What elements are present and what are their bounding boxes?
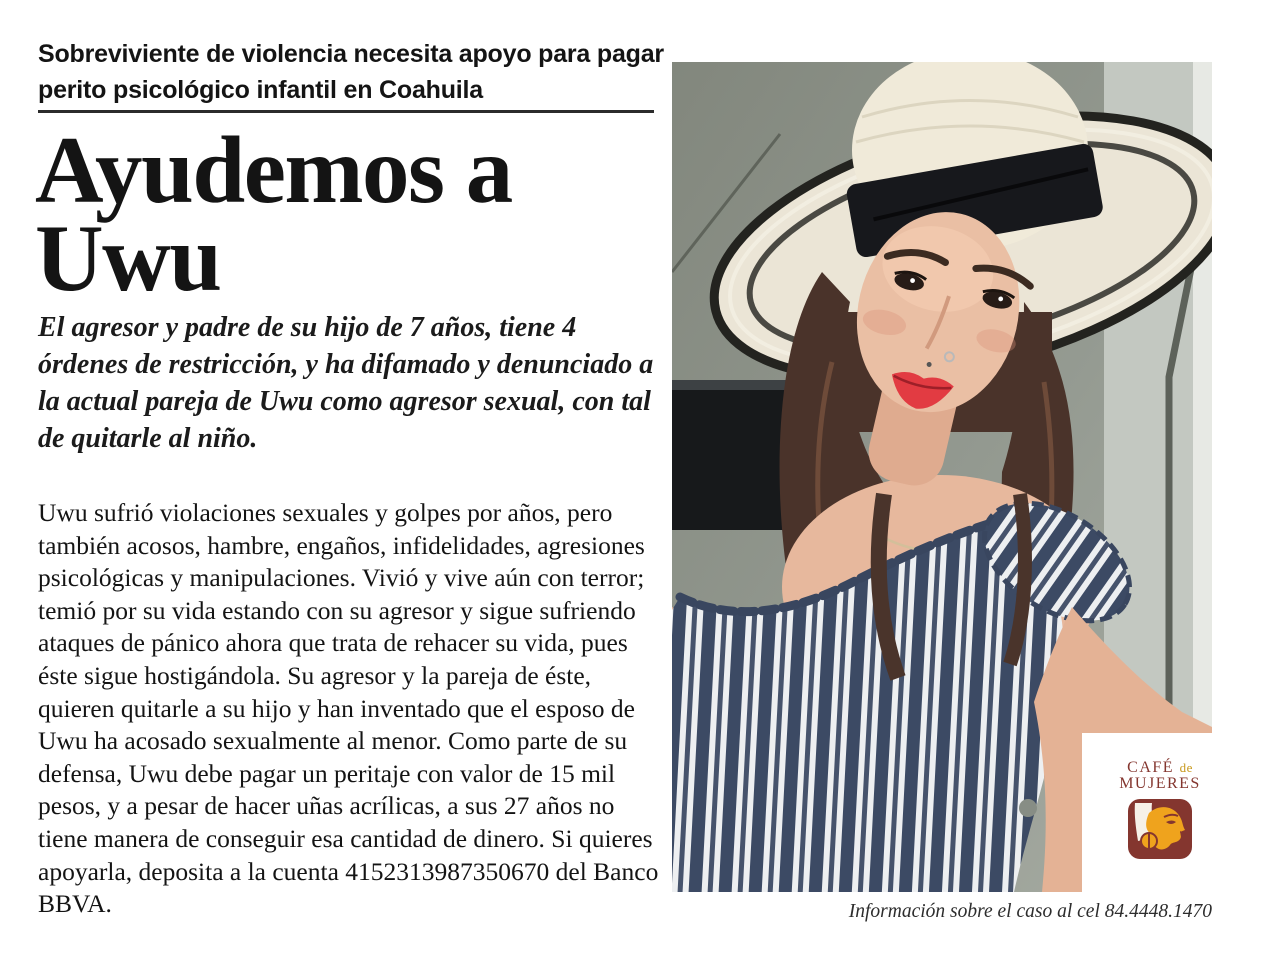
logo-word-cafe: CAFÉ xyxy=(1127,759,1175,776)
kicker-line-2: perito psicológico infantil en Coahuila xyxy=(38,76,484,104)
logo-wordmark xyxy=(1119,760,1201,792)
logo-word-mujeres: MUJERES xyxy=(1119,775,1201,792)
title-line-1: Ayudemos a xyxy=(35,117,512,223)
body-paragraph: Uwu sufrió violaciones sexuales y golpes por años, pero también acosos, hambre, engaños, infidelidades, agresiones psicológicas y manipulaciones. Vivió y vive aún con terror; temió por su vida estando con su agresor y sigue sufriendo ataques de pánico ahora que trata de rehacer su vida, pues éste sigue hostigándola. Su agresor y la pareja de éste, quieren quitarle a su hijo y han inventado que el esposo de Uwu ha acosado sexualmente al menor. Como parte de su defensa, Uwu debe pagar un peritaje con valor de 15 mil pesos, y a pesar de hacer uñas acrílicas, a sus 27 años no tiene manera de conseguir esa cantidad de dinero. Si quieres apoyarla, deposita a la cuenta 4152313987350670 del Banco BBVA. xyxy=(38,498,659,919)
kicker-headline xyxy=(38,36,664,108)
kicker-underline xyxy=(38,110,654,113)
logo-woman-profile-icon xyxy=(1127,798,1193,860)
contact-caption: Información sobre el caso al cel 84.4448.1470 xyxy=(848,901,1212,922)
lead-paragraph: El agresor y padre de su hijo de 7 años, tiene 4 órdenes de restricción, y ha difamado y denunciado a la actual pareja de Uwu como agresor sexual, con tal de quitarle al niño. xyxy=(38,312,654,454)
logo-word-de: de xyxy=(1179,760,1193,775)
title-line-2: Uwu xyxy=(35,205,221,311)
logo-cafe-de-mujeres xyxy=(1082,733,1238,895)
door-knob xyxy=(1019,799,1037,817)
page-title xyxy=(35,117,512,311)
kicker-line-1: Sobreviviente de violencia necesita apoyo para pagar xyxy=(38,40,664,68)
